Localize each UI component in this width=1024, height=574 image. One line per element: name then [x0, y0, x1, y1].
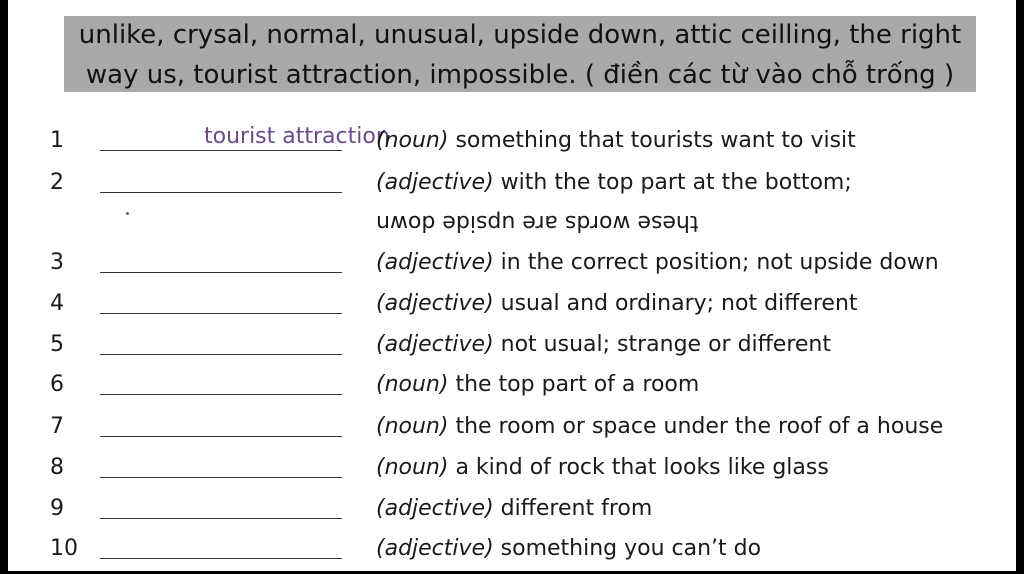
definition-text: something that tourists want to visit — [448, 128, 856, 153]
worksheet-page — [8, 0, 1016, 571]
part-of-speech: (noun) — [376, 372, 449, 397]
upside-down-example: these words are upside down — [376, 210, 699, 235]
part-of-speech: (adjective) — [376, 536, 494, 561]
definition-text: something you can’t do — [493, 536, 762, 561]
part-of-speech: (adjective) — [376, 291, 494, 316]
item-number: 2 — [50, 170, 64, 195]
item-number: 3 — [50, 250, 64, 275]
answer-blank[interactable] — [100, 272, 342, 273]
answer-text: tourist attraction — [204, 124, 390, 149]
word-bank-line-1: unlike, crysal, normal, unusual, upside down, attic ceilling, the right — [78, 20, 962, 50]
part-of-speech: (noun) — [376, 414, 449, 439]
definition-text: usual and ordinary; not different — [493, 291, 858, 316]
definition — [376, 126, 856, 156]
answer-blank[interactable] — [100, 192, 342, 193]
part-of-speech: (noun) — [376, 128, 449, 153]
item-number: 8 — [50, 455, 64, 480]
answer-blank[interactable] — [100, 394, 342, 395]
item-number: 9 — [50, 496, 64, 521]
definition — [376, 168, 852, 198]
answer-blank[interactable] — [100, 124, 390, 151]
part-of-speech: (adjective) — [376, 170, 494, 195]
answer-blank[interactable] — [100, 477, 342, 478]
definition — [376, 494, 652, 524]
answer-blank[interactable] — [100, 354, 342, 355]
part-of-speech: (noun) — [376, 455, 449, 480]
definition-text: not usual; strange or different — [493, 332, 832, 357]
exercise-row — [8, 370, 1016, 410]
part-of-speech: (adjective) — [376, 332, 494, 357]
definition — [376, 453, 829, 483]
definition — [376, 370, 699, 400]
exercise-row — [8, 168, 1016, 208]
exercise-row — [8, 248, 1016, 288]
exercise-row — [8, 289, 1016, 329]
word-bank-line-2: way us, tourist attraction, impossible. ( điền các từ vào chỗ trống ) — [85, 60, 955, 90]
item-number: 5 — [50, 332, 64, 357]
item-number: 10 — [50, 536, 78, 561]
definition — [376, 248, 939, 278]
part-of-speech: (adjective) — [376, 496, 494, 521]
part-of-speech: (adjective) — [376, 250, 494, 275]
definition-text: different from — [493, 496, 653, 521]
definition — [376, 534, 761, 564]
definition-text: the top part of a room — [448, 372, 700, 397]
answer-blank[interactable] — [100, 436, 342, 437]
definition — [376, 289, 858, 319]
item-number: 7 — [50, 414, 64, 439]
exercise-row — [8, 412, 1016, 452]
item-number: 1 — [50, 128, 64, 153]
definition-text: a kind of rock that looks like glass — [448, 455, 829, 480]
word-bank-banner — [64, 16, 976, 92]
exercise-row — [8, 534, 1016, 574]
exercise-row — [8, 453, 1016, 493]
answer-blank[interactable] — [100, 558, 342, 559]
definition — [376, 412, 943, 442]
item-number: 4 — [50, 291, 64, 316]
exercise-row — [8, 494, 1016, 534]
definition-text: with the top part at the bottom; — [493, 170, 852, 195]
exercise-row — [8, 126, 1016, 166]
exercise-row — [8, 330, 1016, 370]
speck — [126, 212, 129, 215]
definition — [376, 330, 831, 360]
definition-text: in the correct position; not upside down — [493, 250, 939, 275]
definition-text: the room or space under the roof of a house — [448, 414, 944, 439]
item-number: 6 — [50, 372, 64, 397]
answer-blank[interactable] — [100, 313, 342, 314]
answer-blank[interactable] — [100, 518, 342, 519]
